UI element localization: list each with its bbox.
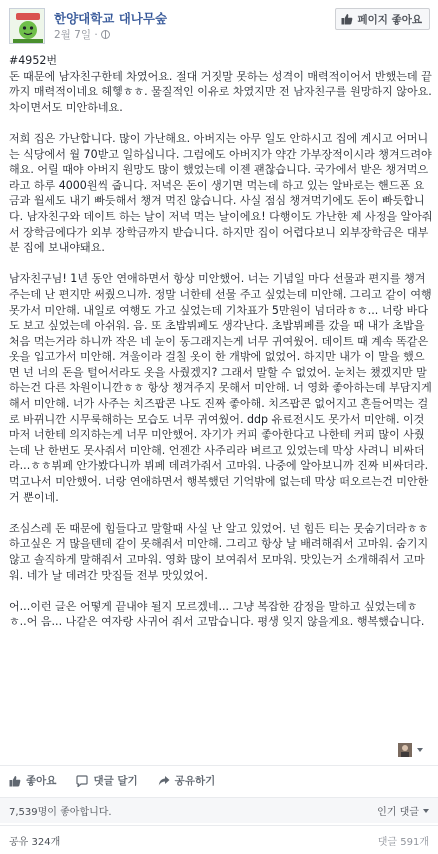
thumbs-up-icon — [341, 13, 353, 25]
post-paragraph: 저희 집은 가난합니다. 많이 가난해요. 아버지는 아무 일도 안하시고 집에 계시고 어머니는 식당에서 월 70받고 일하십니다. 그럼에도 아버지가 약간 가부장적이시라 챙겨드려야해요. 어릴 때야 아버지 원망도 많이 했었는데 이젠 괜찮습니다. 국가에서 받은 챙겨먹으라고 하루 4000원씩 줍니다. 저녁은 돈이 생기면 먹는데 하고 있는 알바로는 핸드폰 요금과 월세도 내기 빠듯해서 챙겨 먹진 않습니다. 사실 점심 챙겨먹기에도 돈이 빠듯합니다. 남자친구와 데이트 하는 날이 저녁 먹는 날이에요! 다행이도 가난한 제 사정을 알아줘서 장학금에다가 외부 장학금까지 받습니다. 하지만 집이 어렵다보니 외부장학금은 대부분 집에 보내야돼요. — [9, 131, 433, 255]
post-paragraph: 조심스레 돈 때문에 힘들다고 말할때 사실 난 알고 있었어. 넌 힘든 티는 못숨기더라ㅎㅎ 하고싶은 거 많을텐데 같이 못해줘서 미안해. 그리고 항상 날 배려해줘서 고마워. 숨기지 않고 솔직하게 말해줘서 고마워. 영화 많이 보여줘서 모마워. 맛있는거 소개해줘서 고마워. 네가 날 데려간 맛집들 전부 맛있었어. — [9, 521, 429, 582]
like-label: 좋아요 — [26, 775, 57, 787]
action-bar — [0, 765, 438, 795]
bamboo-logo-icon — [10, 9, 45, 44]
post-paragraph: #4952번 돈 때문에 남자친구한테 차였어요. 절대 거짓말 못하는 성격이 매력적이어서 반했는데 끝까지 매력적이네요 헤헿ㅎㅎ. 물질적인 이유로 차였지만 전 남자친구를 원망하지 않아요. 차이면서도 미안하네요. — [9, 54, 432, 114]
shares-count[interactable]: 공유 324개 — [9, 836, 61, 848]
post-meta — [54, 27, 110, 42]
post-body — [9, 53, 433, 646]
page-avatar[interactable] — [9, 8, 45, 44]
comment-sort-dropdown[interactable] — [377, 803, 429, 818]
comments-count[interactable]: 댓글 591개 — [377, 836, 429, 848]
globe-icon — [101, 30, 110, 39]
post-paragraph: 남자친구님! 1년 동안 연애하면서 항상 미안했어. 너는 기념일 마다 선물과 편지를 챙겨주는데 난 편지만 써줬으니까. 정말 너한테 선물 주고 싶었는데 미안해. 그리고 같이 여행 못가서 미안해. 내일로 여행도 가고 싶었는데 기차표가 5만원이 넘더라ㅎㅎ... 너랑 바다도 보고 싶었는데 아쉬워. 음. 또 초밥뷔페도 생각난다. 초밥뷔페를 갔을 때 내가 초밥을 처음 먹는거라 하니까 작은 네 눈이 동그래지는게 너무 귀여웠어. 데이트 때 계속 똑같은 옷을 입고가서 미안해. 겨울이라 걸칠 옷이 한 개밖에 없었어. 하지만 내가 이 말을 했으면 넌 너의 돈을 털어서라도 옷을 사줬겠지? 그래서 말할 수 없었어. 눈치는 챘겠지만 말하는건 다른 차원이니깐ㅎㅎ 항상 챙겨주지 못해서 미안해. 너 영화 좋아하는데 부담지게 해서 미안해. 너가 사주는 치즈팝콘 나도 진짜 좋아해. 치즈팝콘 없어지고 흔들어먹는 걸로 바뀌니깐 시무룩해하는 모습도 너무 귀여웠어. ddp 유료전시도 못가서 미안해. 이것마저 너한테 의지하는게 너무 미안했어. 자기가 커피 좋아한다고 나한테 커피 많이 사줬는데 난 한번도 못사줘서 미안해. 언젠간 사주리라 벼르고 있었는데 막상 사려니 비싸더라...ㅎㅎ뷔페 안가봤다니까 뷔페 데려가줘서 고마워. 나중에 알아보니까 진짜 비싸더라. 먹고나서 미안했어. 너랑 연애하면서 행복했던 기억밖에 없는데 막상 떠오르는건 미안한거 뿐이네. — [9, 272, 432, 504]
share-comment-stats-row — [0, 825, 438, 854]
post-date[interactable]: 2월 7일 · — [54, 29, 98, 41]
share-label: 공유하기 — [174, 775, 216, 787]
like-action[interactable] — [9, 773, 56, 788]
comment-sort-label: 인기 댓글 — [377, 807, 419, 818]
post-header — [0, 0, 438, 50]
comment-action[interactable] — [76, 773, 137, 788]
comment-label: 댓글 달기 — [93, 775, 138, 787]
comment-icon — [76, 775, 88, 787]
post-paragraph: 어...이런 글은 어떻게 끝내야 될지 모르겠네... 그냥 복잡한 감정을 말하고 싶었는데ㅎㅎ..어 음... 나같은 여자랑 사귀어 줘서 고맙습니다. 평생 잊지 않을게요. 행복했습니다. — [9, 599, 425, 629]
chevron-down-icon — [423, 809, 429, 813]
likes-count[interactable]: 7,539명이 좋아합니다. — [9, 807, 112, 818]
like-page-label: 페이지 좋아요 — [357, 13, 422, 26]
share-action[interactable] — [158, 773, 216, 788]
user-avatar-icon — [398, 743, 426, 757]
share-icon — [158, 775, 170, 787]
post-as-selector[interactable] — [398, 742, 426, 756]
page-name-link[interactable]: 한양대학교 대나무숲 — [54, 11, 168, 26]
thumbs-up-icon — [9, 775, 21, 787]
like-page-button[interactable] — [335, 8, 430, 30]
likes-stats-row — [0, 797, 438, 823]
